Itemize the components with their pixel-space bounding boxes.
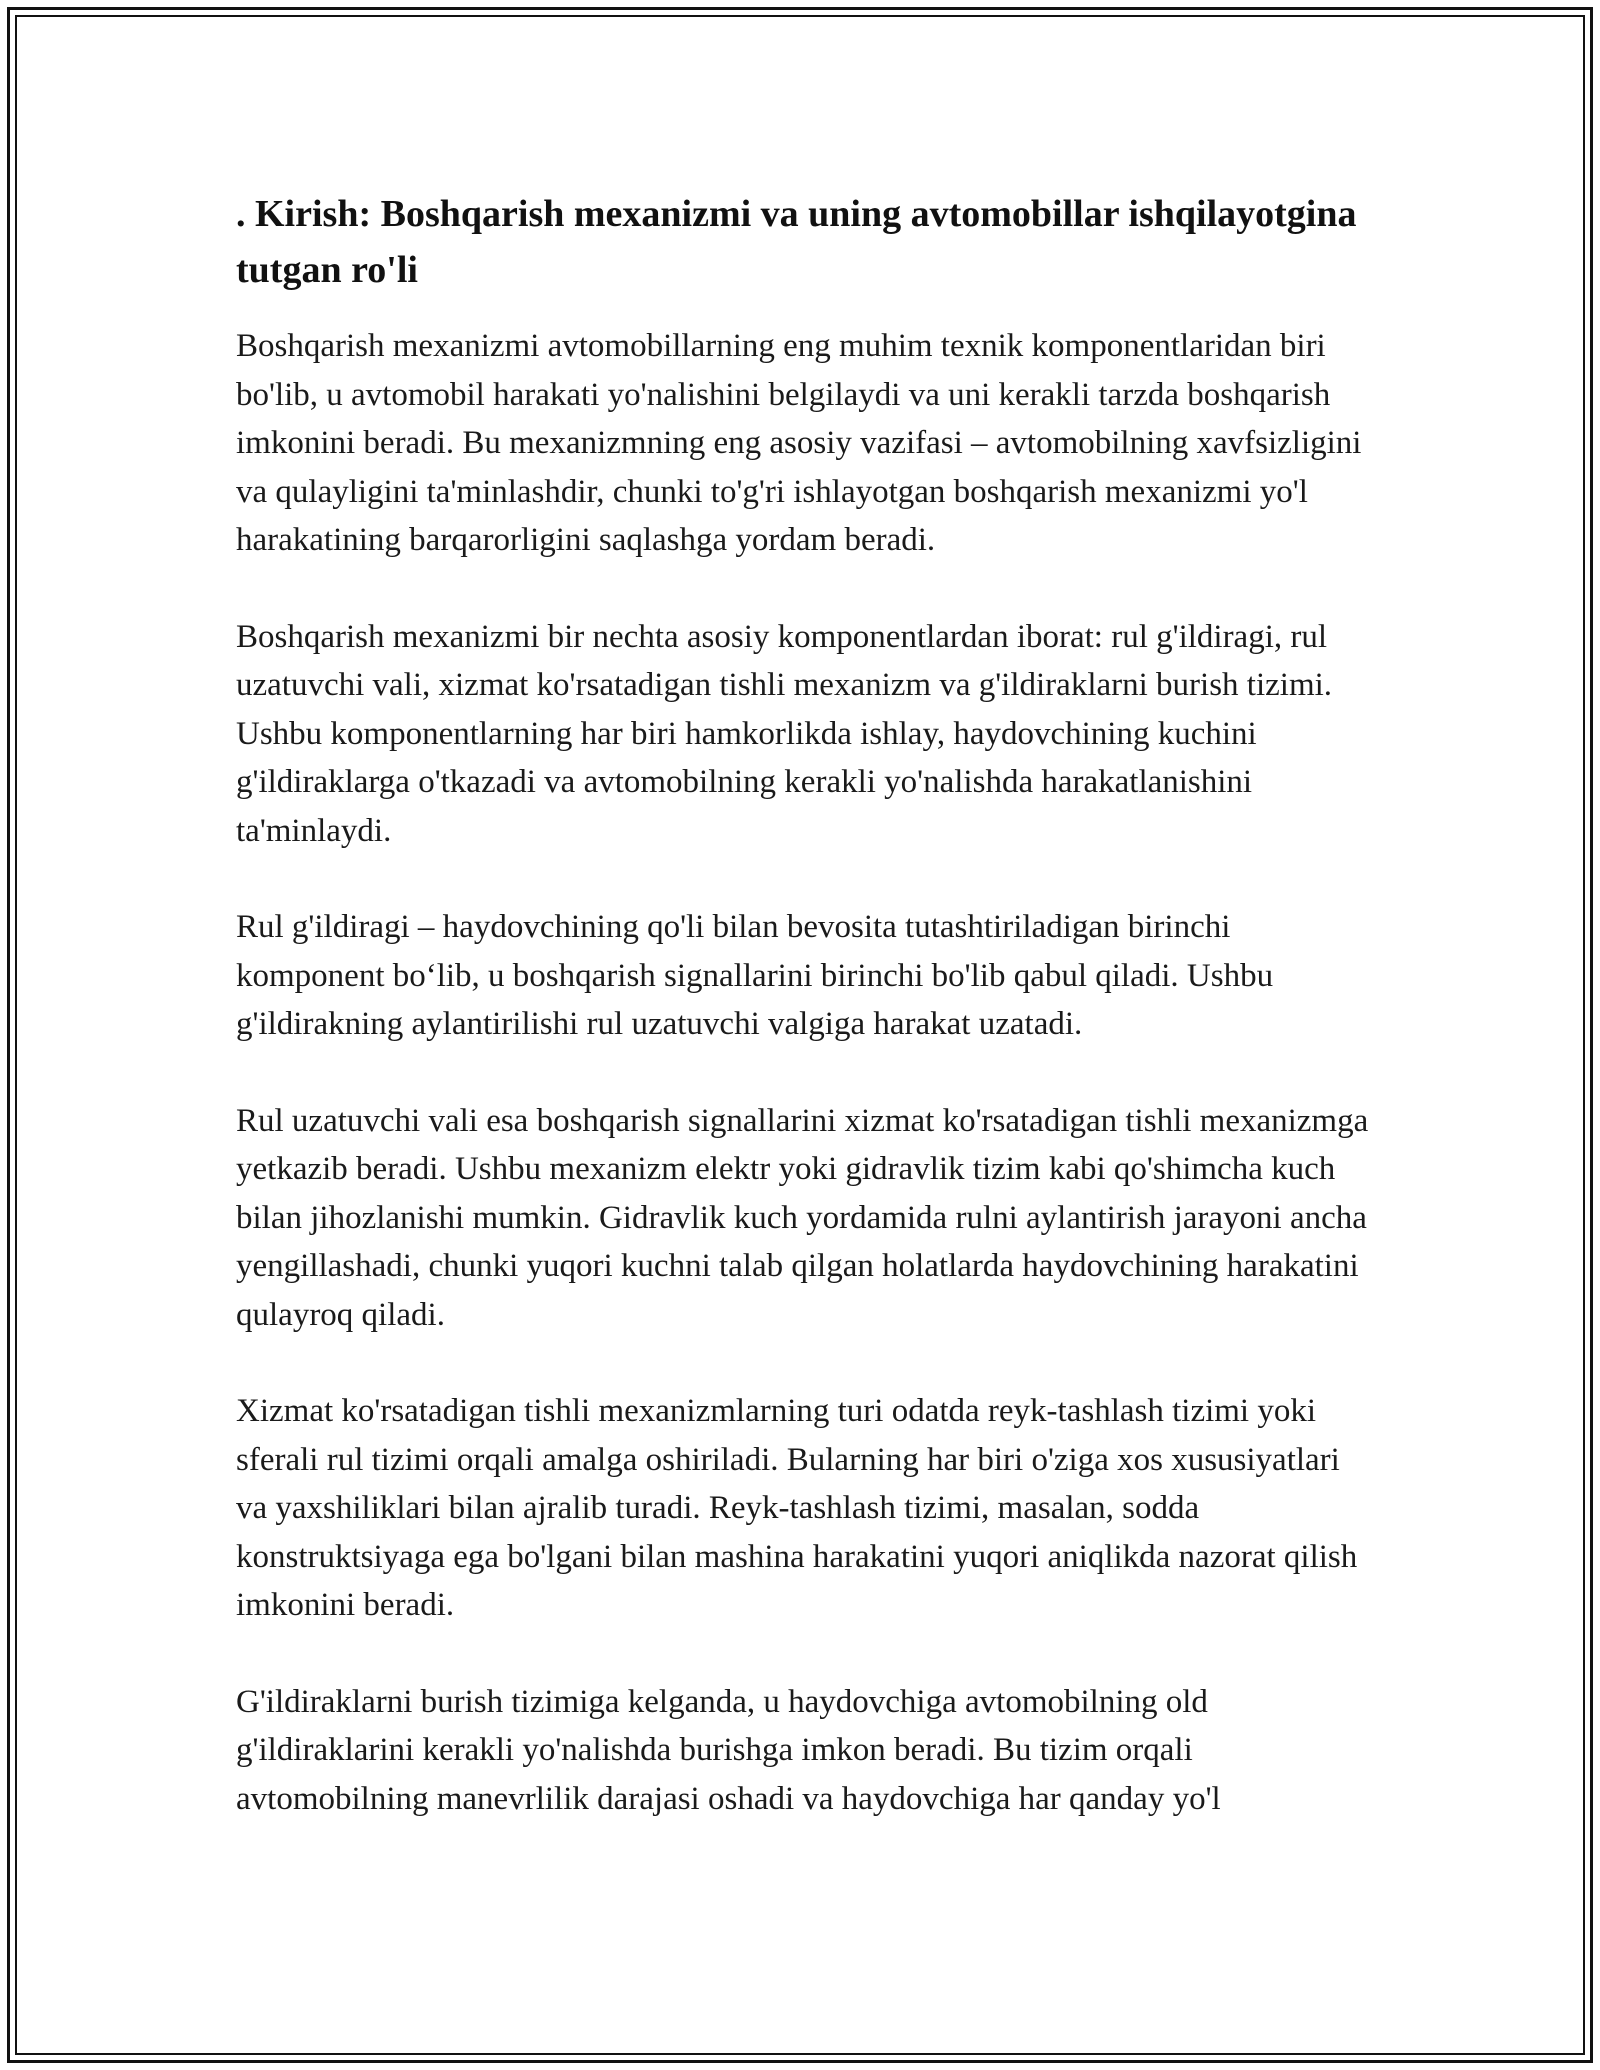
- paragraph: Rul uzatuvchi vali esa boshqarish signallarini xizmat ko'rsatadigan tishli mexanizmga yetkazib beradi. Ushbu mexanizm elektr yoki gidravlik tizim kabi qo'shimcha kuch bilan jihozlanishi mumkin. Gidravlik kuch yordamida rulni aylantirish jarayoni ancha yengillashadi, chunki yuqori kuchni talab qilgan holatlarda haydovchining harakatini qulayroq qiladi.: [236, 1102, 1369, 1333]
- paragraph: G'ildiraklarni burish tizimiga kelganda, u haydovchiga avtomobilning old g'ildiraklarini kerakli yo'nalishda burishga imkon beradi. Bu tizim orqali avtomobilning manevrlilik darajasi oshadi va haydovchiga har qanday yo'l: [236, 1683, 1221, 1817]
- paragraph: Rul g'ildiragi – haydovchining qo'li bilan bevosita tutashtiriladigan birinchi komponent bo‘lib, u boshqarish signallarini birinchi bo'lib qabul qiladi. Ushbu g'ildirakning aylantirilishi rul uzatuvchi valgiga harakat uzatadi.: [236, 909, 1274, 1042]
- section-heading: . Kirish: Boshqarish mexanizmi va uning avtomobillar ishqilayotgina tutgan ro'li: [236, 193, 1357, 291]
- paragraph: Boshqarish mexanizmi avtomobillarning eng muhim texnik komponentlaridan biri bo'lib, u avtomobil harakati yo'nalishini belgilaydi va uni kerakli tarzda boshqarish imkonini beradi. Bu mexanizmning eng asosiy vazifasi – avtomobilning xavfsizligini va qulayligini ta'minlashdir, chunki to'g'ri ishlayotgan boshqarish mexanizmi yo'l harakatining barqarorligini saqlashga yordam beradi.: [236, 328, 1362, 558]
- paragraph: Xizmat ko'rsatadigan tishli mexanizmlarning turi odatda reyk-tashlash tizimi yoki sferali rul tizimi orqali amalga oshiriladi. Bularning har biri o'ziga xos xususiyatlari va yaxshiliklari bilan ajralib turadi. Reyk-tashlash tizimi, masalan, sodda konstruktsiyaga ega bo'lgani bilan mashina harakatini yuqori aniqlikda nazorat qilish imkonini beradi.: [236, 1393, 1358, 1623]
- document-body: [236, 186, 1376, 1871]
- paragraph: Boshqarish mexanizmi bir nechta asosiy komponentlardan iborat: rul g'ildiragi, rul uzatuvchi vali, xizmat ko'rsatadigan tishli mexanizm va g'ildiraklarni burish tizimi. Ushbu komponentlarning har biri hamkorlikda ishlay, haydovchining kuchini g'ildiraklarga o'tkazadi va avtomobilning kerakli yo'nalishda harakatlanishini ta'minlaydi.: [236, 618, 1333, 849]
